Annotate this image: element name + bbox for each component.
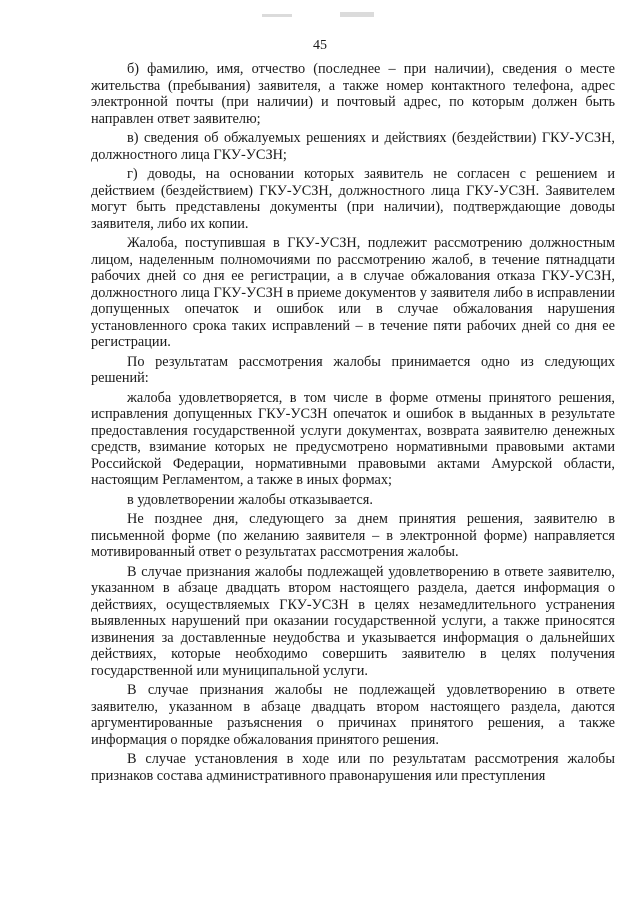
scan-artifact [262,14,292,17]
paragraph-item-b: б) фамилию, имя, отчество (последнее – при наличии), сведения о месте жительства (пребывания) заявителя, а также номер контактного телефона, адрес электронной почты (при наличии) и почтовый адрес, по которым должен быть направлен ответ заявителю; [91,61,615,127]
paragraph-decisions-intro: По результатам рассмотрения жалобы принимается одно из следующих решений: [91,353,615,386]
paragraph-answer-deadline: Не позднее дня, следующего за днем принятия решения, заявителю в письменной форме (по желанию заявителя – в электронной форме) направляется мотивированный ответ о результатах рассмотрения жалобы. [91,511,615,560]
paragraph-if-satisfied: В случае признания жалобы подлежащей удовлетворению в ответе заявителю, указанном в абзаце двадцать втором настоящего раздела, дается информация о действиях, осуществляемых ГКУ-УСЗН в целях незамедлительного устранения выявленных нарушений при оказании государственной услуги, а также приносятся извинения за доставленные неудобства и указывается информация о дальнейших действиях, которые необходимо совершить заявителю в целях получения государственной или муниципальной услуги. [91,563,615,679]
body-text [91,61,615,787]
paragraph-item-v: в) сведения об обжалуемых решениях и действиях (бездействии) ГКУ-УСЗН, должностного лица ГКУ-УСЗН; [91,130,615,163]
paragraph-decision-refused: в удовлетворении жалобы отказывается. [127,491,373,508]
scan-artifact [340,12,374,17]
paragraph-review-term: Жалоба, поступившая в ГКУ-УСЗН, подлежит рассмотрению должностным лицом, наделенным полномочиями по рассмотрению жалоб, в течение пятнадцати рабочих дней со дня ее регистрации, а в случае обжалования отказа ГКУ-УСЗН, должностного лица ГКУ-УСЗН в приеме документов у заявителя либо в исправлении допущенных опечаток и ошибок или в случае обжалования нарушения установленного срока таких исправлений – в течение пяти рабочих дней со дня ее регистрации. [91,235,615,350]
paragraph-if-not-satisfied: В случае признания жалобы не подлежащей удовлетворению в ответе заявителю, указанном в абзаце двадцать втором настоящего раздела, даются аргументированные разъяснения о причинах принятого решения, а также информация о порядке обжалования принятого решения. [91,682,615,748]
paragraph-decision-satisfied: жалоба удовлетворяется, в том числе в форме отмены принятого решения, исправления допущенных ГКУ-УСЗН опечаток и ошибок в выданных в результате предоставления государственной услуги документах, возврата заявителю денежных средств, взимание которых не предусмотрено нормативными правовыми актами Российской Федерации, нормативными правовыми актами Амурской области, настоящим Регламентом, а также в иных формах; [91,389,615,488]
page-number: 45 [313,38,327,53]
paragraph-violation-signs: В случае установления в ходе или по результатам рассмотрения жалобы признаков состава административного правонарушения или преступления [91,751,615,784]
paragraph-item-g: г) доводы, на основании которых заявитель не согласен с решением и действием (бездействием) ГКУ-УСЗН, должностного лица ГКУ-УСЗН. Заявителем могут быть представлены документы (при наличии), подтверждающие доводы заявителя, либо их копии. [91,166,615,232]
